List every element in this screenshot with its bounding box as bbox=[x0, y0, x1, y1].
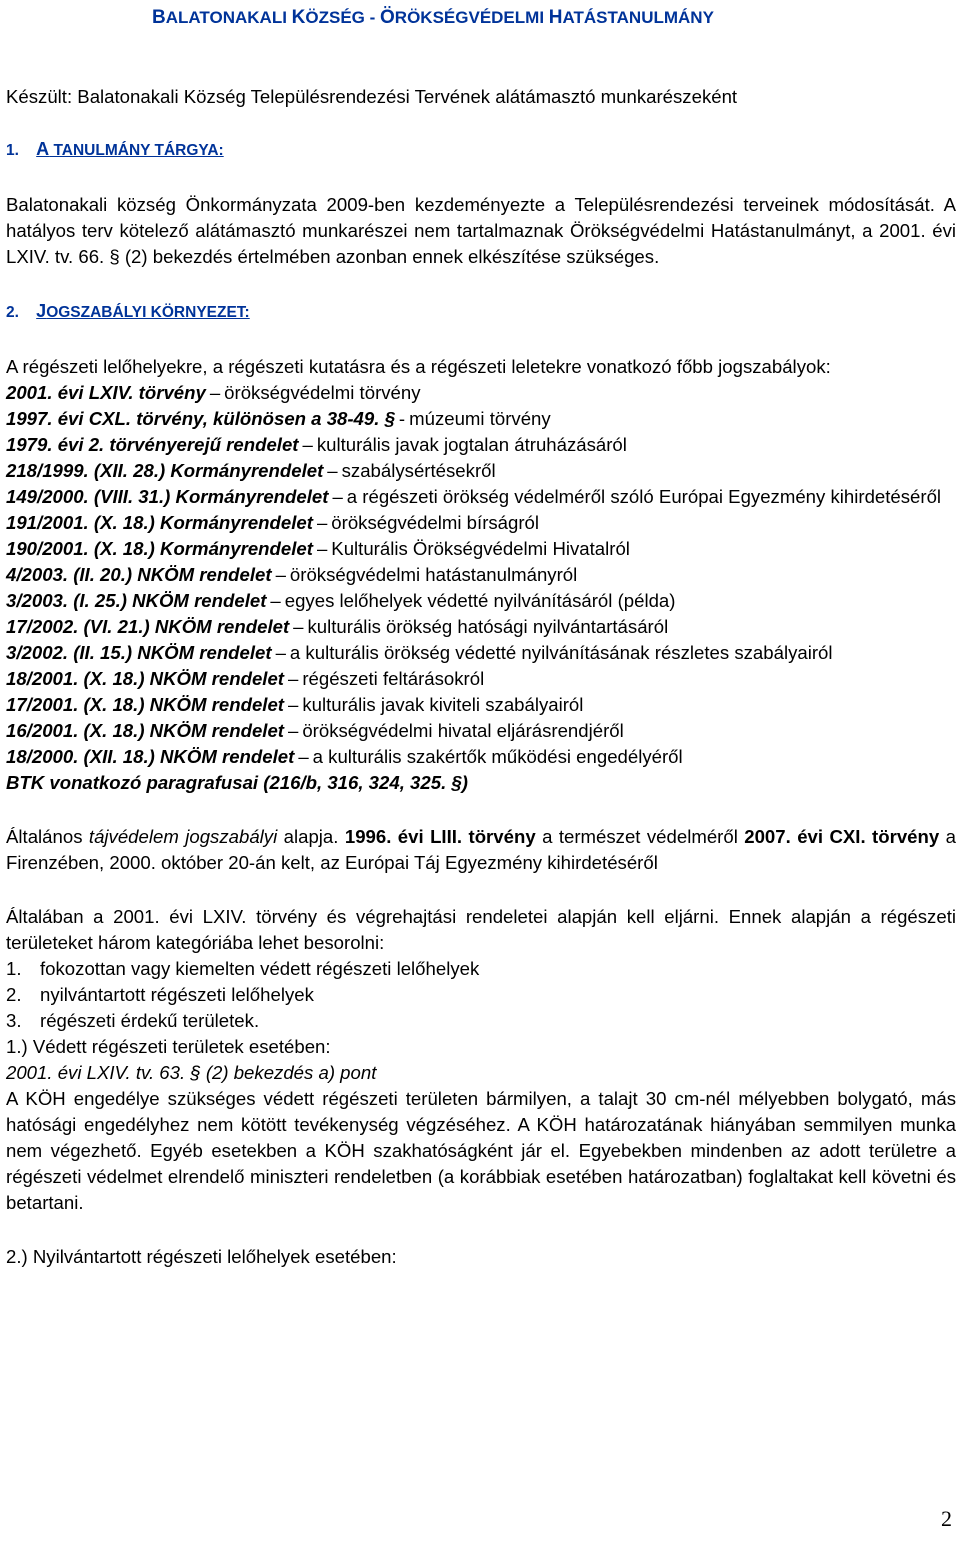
section2-number: 2. bbox=[6, 304, 19, 321]
protected-paragraph: A KÖH engedélye szükséges védett régészeti területen bármilyen, a talajt 30 cm-nél mélyebben bolygató, más hatósági engedélyhez nem kötött tevékenység végzéséhez. A KÖH határozatának hiányában semmilyen munka nem végezhető. Egyéb esetekben a KÖH szakhatóságként jár el. Egyebekben mindenben az adott területre a régészeti védelmet elrendelő miniszteri rendeletben (a korábbiak esetében határozatban) foglaltakat kell követni és betartani. bbox=[6, 1088, 956, 1213]
law-reference: BTK vonatkozó paragrafusai (216/b, 316, 324, 325. §) bbox=[6, 772, 468, 793]
law-description: a kulturális szakértők működési engedélyéről bbox=[312, 746, 683, 767]
header-part: ALATONAKALI bbox=[165, 8, 292, 27]
general-paragraph: Általában a 2001. évi LXIV. törvény és végrehajtási rendeletei alapján kell eljárni. Ennek alapján a régészeti területeket három kategóriába lehet besorolni: bbox=[6, 906, 956, 953]
law-dash: – bbox=[302, 434, 313, 455]
document-body bbox=[6, 84, 956, 1270]
section1-title-initial: A bbox=[36, 139, 50, 159]
header-part: ATÁSTANULMÁNY bbox=[562, 8, 714, 27]
law-reference: 16/2001. (X. 18.) NKÖM rendelet bbox=[6, 720, 284, 741]
landscape-text: 2007. évi CXI. törvény bbox=[744, 826, 940, 847]
law-item bbox=[6, 770, 956, 796]
law-list bbox=[6, 380, 956, 796]
law-item bbox=[6, 380, 956, 406]
law-reference: 190/2001. (X. 18.) Kormányrendelet bbox=[6, 538, 313, 559]
law-item bbox=[6, 614, 956, 640]
page-number: 2 bbox=[941, 1506, 952, 1531]
law-description: örökségvédelmi törvény bbox=[224, 382, 421, 403]
law-description: régészeti feltárásokról bbox=[302, 668, 485, 689]
law-item bbox=[6, 510, 956, 536]
law-dash: – bbox=[316, 512, 328, 533]
header-part: Ö bbox=[380, 7, 395, 28]
law-dash: – bbox=[316, 538, 328, 559]
list-text: nyilvántartott régészeti lelőhelyek bbox=[40, 984, 314, 1005]
law-reference: 18/2000. (XII. 18.) NKÖM rendelet bbox=[6, 746, 295, 767]
law-item bbox=[6, 562, 956, 588]
law-reference: 3/2003. (I. 25.) NKÖM rendelet bbox=[6, 590, 267, 611]
landscape-text: 1996. évi LIII. törvény bbox=[344, 826, 536, 847]
law-reference: 3/2002. (II. 15.) NKÖM rendelet bbox=[6, 642, 272, 663]
landscape-paragraph bbox=[6, 824, 956, 876]
law-description: a régészeti örökség védelméről szóló Európai Egyezmény kihirdetéséről bbox=[346, 486, 942, 507]
law-reference: 1997. évi CXL. törvény, különösen a 38-49. § bbox=[6, 408, 395, 429]
law-description: egyes lelőhelyek védetté nyilvánításáról (példa) bbox=[284, 590, 676, 611]
law-description: kulturális javak kiviteli szabályairól bbox=[302, 694, 584, 715]
law-reference: 191/2001. (X. 18.) Kormányrendelet bbox=[6, 512, 313, 533]
section1-title-rest: TANULMÁNY TÁRGYA: bbox=[49, 142, 224, 159]
section2-title-rest: OGSZABÁLYI KÖRNYEZET: bbox=[46, 304, 250, 321]
law-reference: 17/2002. (VI. 21.) NKÖM rendelet bbox=[6, 616, 290, 637]
prepared-for-line: Készült: Balatonakali Község Településrendezési Tervének alátámasztó munkarészeként bbox=[6, 86, 738, 107]
section1-number: 1. bbox=[6, 142, 19, 159]
protected-heading: 1.) Védett régészeti területek esetében: bbox=[6, 1036, 331, 1057]
list-number: 3. bbox=[6, 1010, 22, 1031]
law-description: múzeumi törvény bbox=[409, 408, 551, 429]
law-item bbox=[6, 406, 956, 432]
section2-intro: A régészeti lelőhelyekre, a régészeti kutatásra és a régészeti leletekre vonatkozó főbb jogszabályok: bbox=[6, 356, 831, 377]
law-item bbox=[6, 718, 956, 744]
law-description: örökségvédelmi hatástanulmányról bbox=[289, 564, 578, 585]
law-dash: – bbox=[298, 746, 309, 767]
landscape-text: Általános bbox=[6, 826, 89, 847]
section1-paragraph: Balatonakali község Önkormányzata 2009-ben kezdeményezte a Településrendezési terveinek módosítását. A hatályos terv kötelező alátámasztó munkarészei nem tartalmaznak Örökségvédelmi Hatástanulmányt, a 2001. évi LXIV. tv. 66. § (2) bekezdés értelmében azonban ennek elkészítése szükséges. bbox=[6, 194, 956, 267]
law-reference: 2001. évi LXIV. törvény bbox=[6, 382, 206, 403]
law-description: kulturális örökség hatósági nyilvántartásáról bbox=[307, 616, 669, 637]
list-item bbox=[6, 982, 956, 1008]
law-dash: – bbox=[270, 590, 281, 611]
law-item bbox=[6, 744, 956, 770]
law-item bbox=[6, 536, 956, 562]
list-number: 1. bbox=[6, 958, 22, 979]
landscape-text: a természet védelméről bbox=[535, 826, 745, 847]
law-reference: 4/2003. (II. 20.) NKÖM rendelet bbox=[6, 564, 272, 585]
header-part: ÖZSÉG - bbox=[305, 8, 381, 27]
header-part: K bbox=[291, 7, 306, 28]
section2-title-initial: J bbox=[36, 301, 47, 321]
header-part: H bbox=[548, 7, 563, 28]
law-reference: 18/2001. (X. 18.) NKÖM rendelet bbox=[6, 668, 284, 689]
landscape-text: tájvédelem jogszabályi bbox=[88, 826, 278, 847]
list-text: régészeti érdekű területek. bbox=[40, 1010, 260, 1031]
law-dash: – bbox=[327, 460, 338, 481]
law-reference: 149/2000. (VIII. 31.) Kormányrendelet bbox=[6, 486, 329, 507]
list-item bbox=[6, 1008, 956, 1034]
law-description: örökségvédelmi hivatal eljárásrendjéről bbox=[302, 720, 624, 741]
law-dash: – bbox=[287, 668, 299, 689]
law-dash: – bbox=[275, 642, 286, 663]
law-dash: – bbox=[332, 486, 343, 507]
protected-reference: 2001. évi LXIV. tv. 63. § (2) bekezdés a) pont bbox=[6, 1062, 377, 1083]
law-reference: 1979. évi 2. törvényerejű rendelet bbox=[6, 434, 299, 455]
law-dash: – bbox=[287, 694, 299, 715]
landscape-text: a Firenzében, 2000. október 20-án kelt, az Európai Táj Egyezmény kihirdetéséről bbox=[6, 826, 956, 873]
law-dash: – bbox=[287, 720, 299, 741]
law-dash: – bbox=[275, 564, 286, 585]
header-part: RÖKSÉGVÉDELMI bbox=[394, 8, 549, 27]
section2-title bbox=[6, 298, 956, 326]
law-reference: 218/1999. (XII. 28.) Kormányrendelet bbox=[6, 460, 324, 481]
category-list bbox=[6, 956, 956, 1034]
law-description: örökségvédelmi bírságról bbox=[331, 512, 540, 533]
law-item bbox=[6, 640, 956, 666]
law-item bbox=[6, 588, 956, 614]
law-description: kulturális javak jogtalan átruházásáról bbox=[316, 434, 627, 455]
law-dash: – bbox=[293, 616, 304, 637]
list-item bbox=[6, 956, 956, 982]
list-text: fokozottan vagy kiemelten védett régészeti lelőhelyek bbox=[40, 958, 480, 979]
law-description: szabálysértésekről bbox=[341, 460, 496, 481]
document-header bbox=[152, 7, 714, 29]
law-item bbox=[6, 432, 956, 458]
law-item bbox=[6, 692, 956, 718]
law-item bbox=[6, 484, 956, 510]
law-description: Kulturális Örökségvédelmi Hivatalról bbox=[331, 538, 630, 559]
landscape-text: alapja. bbox=[277, 826, 345, 847]
law-description: a kulturális örökség védetté nyilvánításának részletes szabályairól bbox=[289, 642, 833, 663]
law-reference: 17/2001. (X. 18.) NKÖM rendelet bbox=[6, 694, 284, 715]
registered-heading: 2.) Nyilvántartott régészeti lelőhelyek esetében: bbox=[6, 1246, 397, 1267]
law-dash: – bbox=[209, 382, 221, 403]
list-number: 2. bbox=[6, 984, 22, 1005]
law-item bbox=[6, 458, 956, 484]
header-part: B bbox=[152, 7, 166, 28]
section1-title bbox=[6, 136, 956, 164]
law-dash: - bbox=[398, 408, 406, 429]
law-item bbox=[6, 666, 956, 692]
